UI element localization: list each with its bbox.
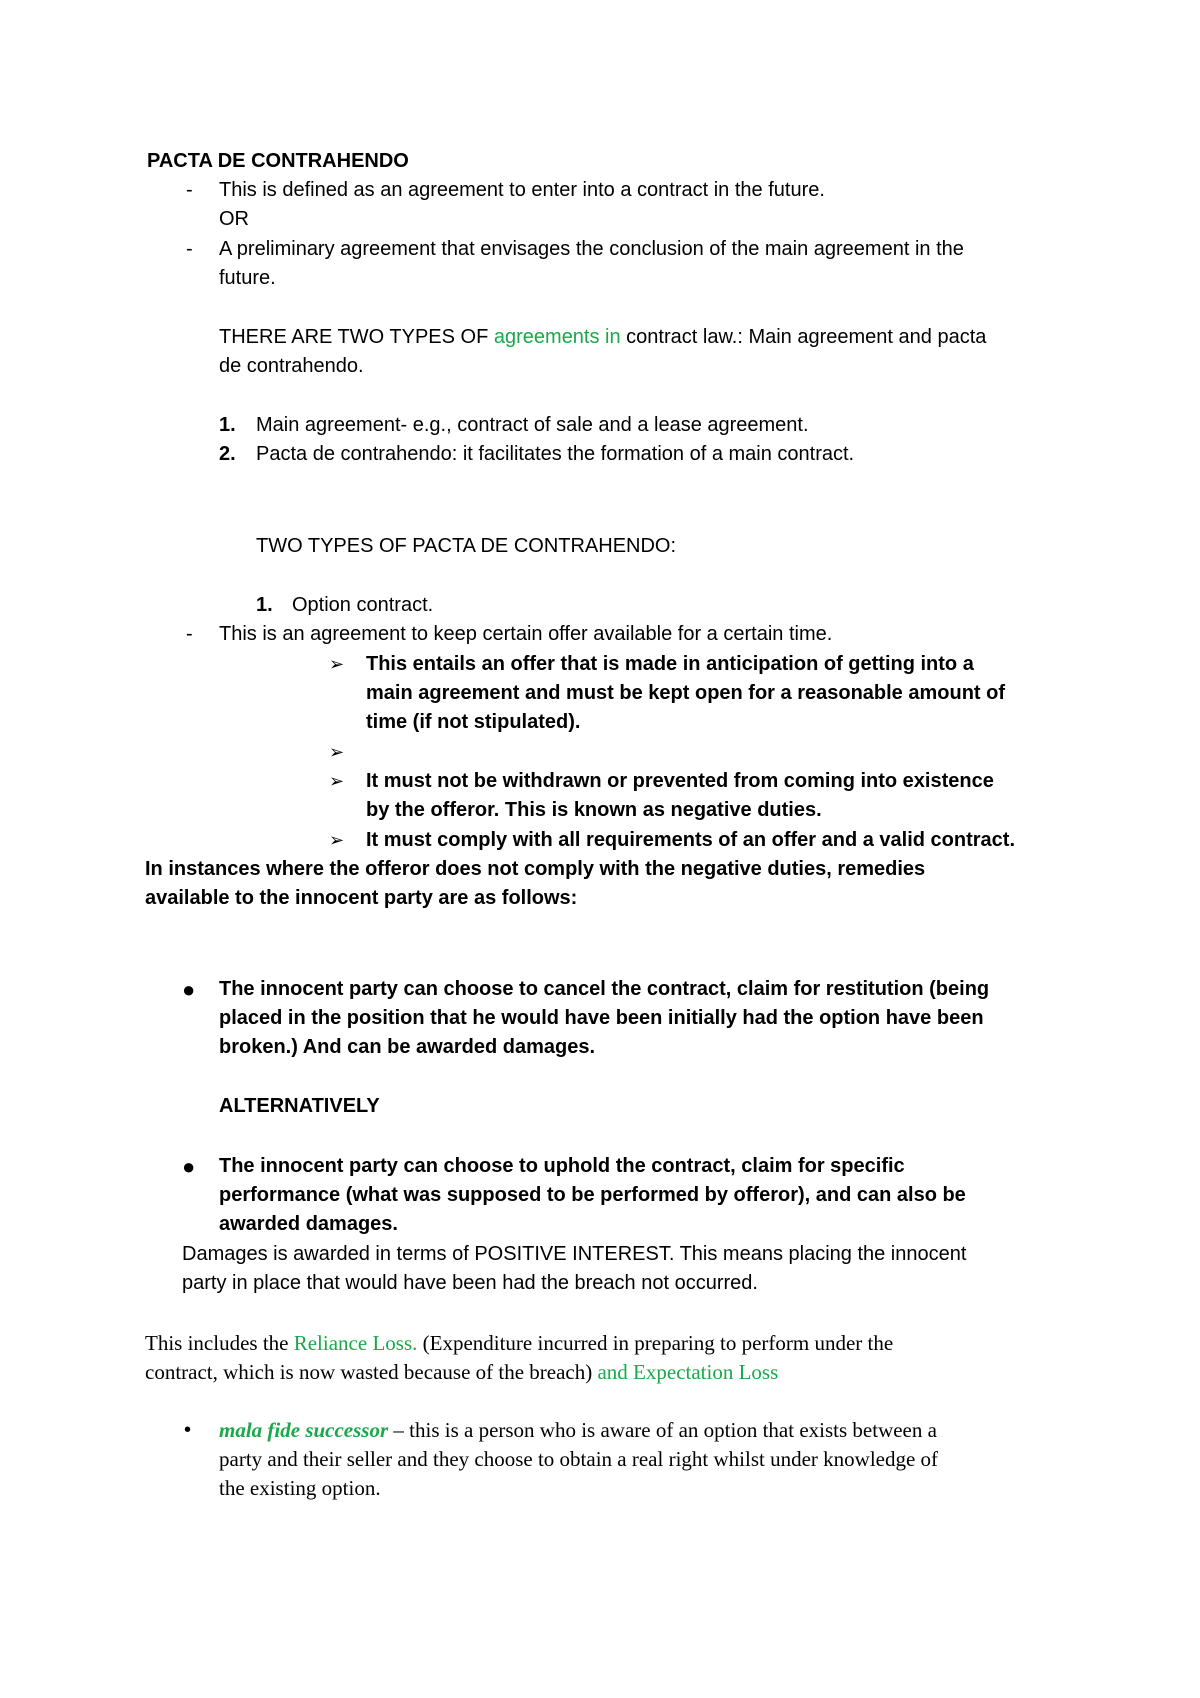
remedy-cancel-c: broken.) And can be awarded damages. — [219, 1036, 596, 1058]
definition-line-1: This is defined as an agreement to enter into a contract in the future. — [219, 179, 825, 201]
option-definition: This is an agreement to keep certain offer available for a certain time. — [219, 623, 833, 645]
arrow-bullet-icon: ➢ — [329, 742, 345, 762]
list-number-1: 1. — [256, 594, 273, 616]
definition-line-2a: A preliminary agreement that envisages the conclusion of the main agreement in the — [219, 238, 964, 260]
page-heading: PACTA DE CONTRAHENDO — [147, 150, 409, 172]
arrow-item-1a: This entails an offer that is made in anticipation of getting into a — [366, 653, 974, 675]
damages-line-a: Damages is awarded in terms of POSITIVE INTEREST. This means placing the innocent — [182, 1243, 967, 1265]
mala-fide-line-b: party and their seller and they choose to obtain a real right whilst under knowledge of — [219, 1447, 939, 1471]
mala-fide-term: mala fide successor — [219, 1418, 389, 1442]
arrow-item-3b: by the offeror. This is known as negative duties. — [366, 799, 822, 821]
includes-text-pre: This includes the — [145, 1331, 294, 1355]
expectation-loss-text: and Expectation Loss — [597, 1360, 779, 1384]
list-number-1: 1. — [219, 414, 236, 436]
arrow-item-1c: time (if not stipulated). — [366, 711, 581, 733]
types-line-b: de contrahendo. — [219, 355, 364, 377]
types-text-post: contract law.: Main agreement and pacta — [620, 326, 987, 348]
includes-line-b — [145, 1358, 778, 1387]
arrow-item-4: It must comply with all requirements of an offer and a valid contract. — [366, 829, 1016, 851]
remedy-uphold-a: The innocent party can choose to uphold the contract, claim for specific — [219, 1155, 905, 1177]
bullet-dot-icon: ● — [182, 1154, 196, 1179]
mala-fide-rest: – this is a person who is aware of an option that exists between a — [388, 1418, 937, 1442]
remedies-line-b: available to the innocent party are as follows: — [145, 887, 578, 909]
reliance-loss-text: Reliance Loss. — [293, 1331, 418, 1355]
includes-text-mid: (Expenditure incurred in preparing to perform under the — [417, 1331, 894, 1355]
arrow-bullet-icon: ➢ — [329, 830, 345, 850]
bullet-small-icon: • — [184, 1419, 192, 1441]
remedy-cancel-a: The innocent party can choose to cancel the contract, claim for restitution (being — [219, 978, 990, 1000]
bullet-dot-icon: ● — [182, 977, 196, 1002]
two-types-heading: TWO TYPES OF PACTA DE CONTRAHENDO: — [256, 535, 677, 557]
dash-bullet: - — [186, 623, 193, 645]
remedy-cancel-b: placed in the position that he would have been initially had the option have been — [219, 1007, 984, 1029]
list-item-main-agreement: Main agreement- e.g., contract of sale and a lease agreement. — [256, 414, 809, 436]
includes-text-b: contract, which is now wasted because of the breach) — [145, 1360, 598, 1384]
arrow-item-1b: main agreement and must be kept open for a reasonable amount of — [366, 682, 1006, 704]
list-number-2: 2. — [219, 443, 236, 465]
types-text-green: agreements in — [493, 326, 621, 348]
mala-fide-line-c: the existing option. — [219, 1476, 381, 1500]
or-text: OR — [219, 208, 249, 230]
list-item-pacta: Pacta de contrahendo: it facilitates the formation of a main contract. — [256, 443, 855, 465]
alternatively-label: ALTERNATIVELY — [219, 1095, 380, 1117]
includes-line-a — [145, 1329, 893, 1358]
types-line-a — [219, 323, 986, 352]
arrow-bullet-icon: ➢ — [329, 771, 345, 791]
arrow-item-3a: It must not be withdrawn or prevented from coming into existence — [366, 770, 994, 792]
definition-line-2b: future. — [219, 267, 276, 289]
arrow-bullet-icon: ➢ — [329, 654, 345, 674]
dash-bullet: - — [186, 179, 193, 201]
types-text-pre: THERE ARE TWO TYPES OF — [219, 326, 494, 348]
dash-bullet: - — [186, 238, 193, 260]
remedy-uphold-b: performance (what was supposed to be performed by offeror), and can also be — [219, 1184, 966, 1206]
remedies-line-a: In instances where the offeror does not comply with the negative duties, remedies — [145, 858, 926, 880]
option-contract-label: Option contract. — [292, 594, 434, 616]
damages-line-b: party in place that would have been had the breach not occurred. — [182, 1272, 758, 1294]
remedy-uphold-c: awarded damages. — [219, 1213, 398, 1235]
mala-fide-line-a — [219, 1416, 937, 1445]
